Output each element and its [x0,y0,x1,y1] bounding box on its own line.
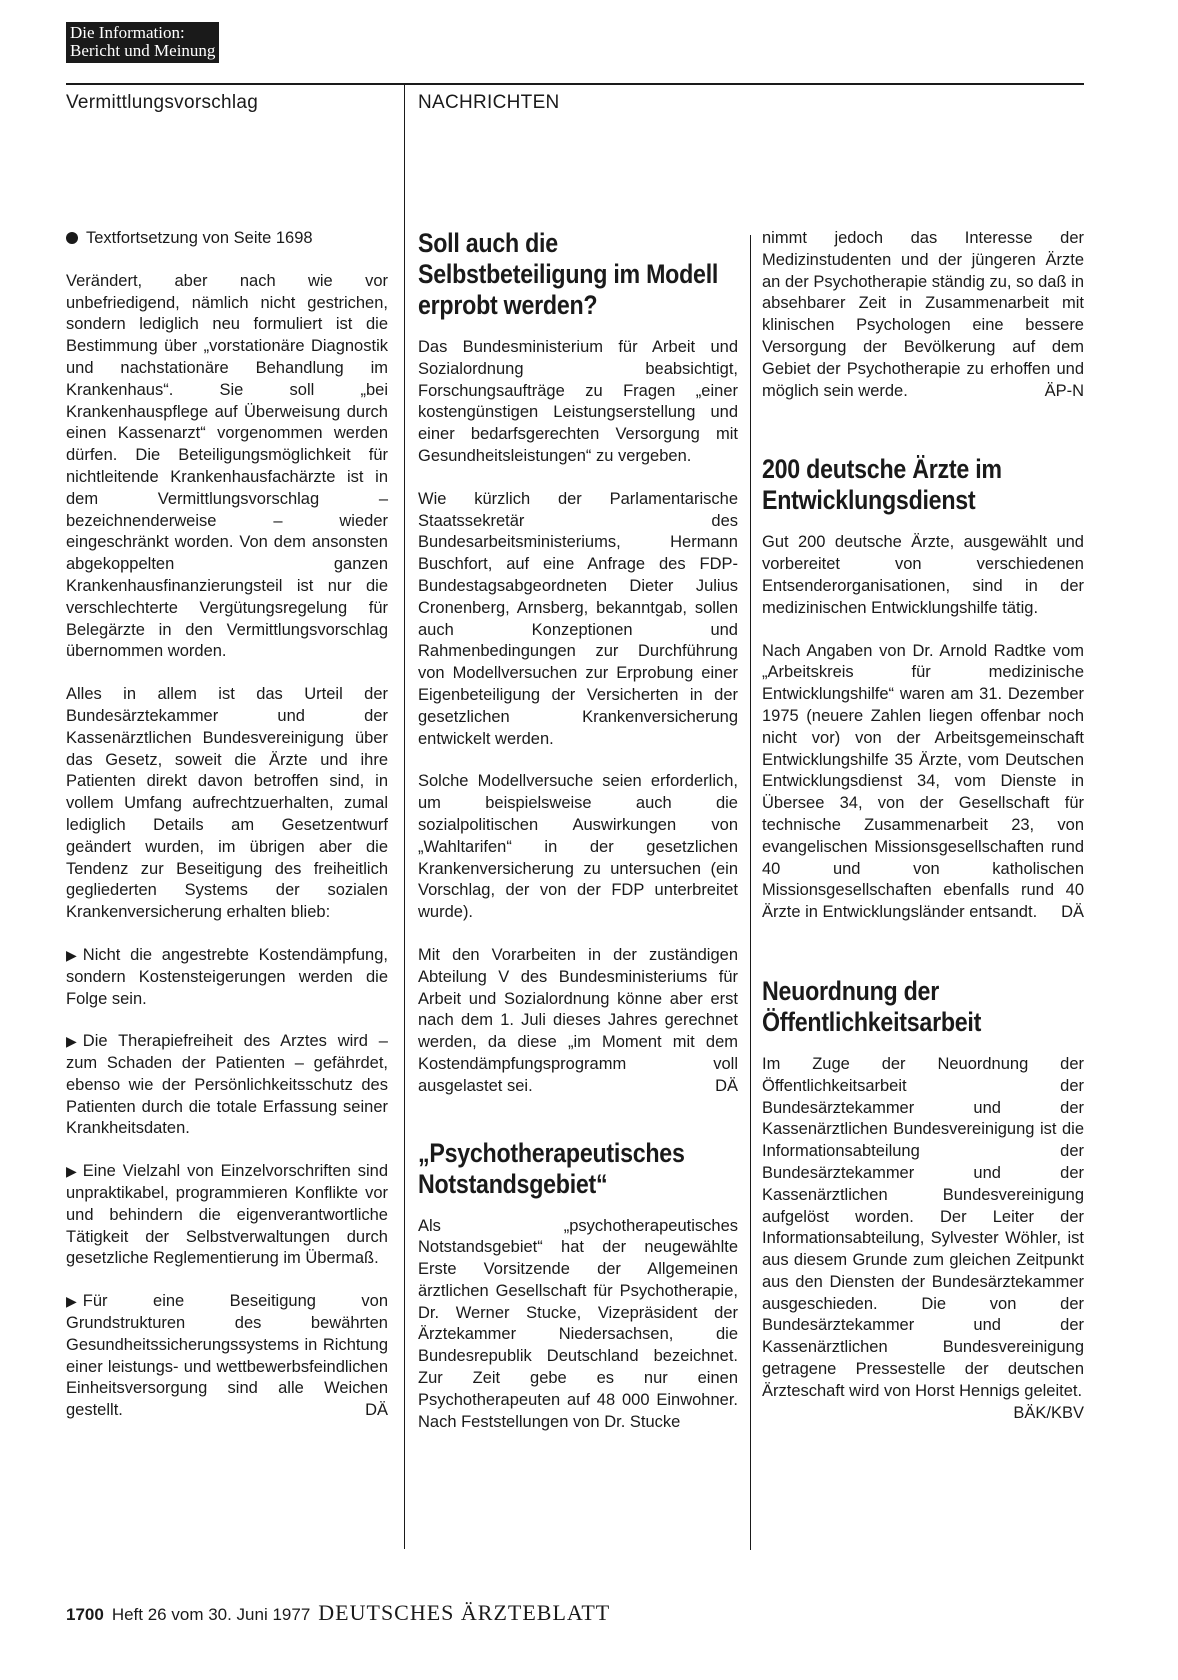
page-footer [66,1600,610,1626]
paragraph [762,641,1084,924]
paragraph: Alles in allem ist das Urteil der Bundesärztekammer und der Kassenärztlichen Bundesvereinigung über das Gesetz, soweit die Ärzte und ihre Patienten direkt davon betroffen sind, in vollem Umfang aufrechtzuerhalten, zumal lediglich Details am Gesetzentwurf geändert wurden, im übrigen aber die Tendenz zur Beseitigung des freiheitlich gegliederten Systems der sozialen Krankenversicherung erhalten blieb: [66,685,388,922]
bullet-text: Für eine Beseitigung von Grundstrukturen des bewährten Gesundheitssicherungssystems in Richtung einer leistungs- und wettbewerbsfeindlichen Einheitsversorgung sind alle Weichen gestellt. [66,1292,388,1420]
paragraph: Solche Modellversuche seien erforderlich, um beispielsweise auch die sozialpolitischen Auswirkungen von „Wahltarifen“ in der gesetzlichen Krankenversicherung zu untersuchen (ein Vorschlag, der von der FDP unterbreitet wurde). [418,772,738,922]
column-2 [418,228,738,1433]
paragraph: Gut 200 deutsche Ärzte, ausgewählt und vorbereitet von verschiedenen Entsenderorganisationen, sind in der medizinischen Entwicklungshilfe tätig. [762,533,1084,617]
author-signature: BÄK/KBV [1013,1403,1084,1422]
issue-info: Heft 26 vom 30. Juni 1977 [111,1605,311,1624]
bullet-text: Nicht die angestrebte Kostendämpfung, sondern Kostensteigerungen werden die Folge sein. [66,945,388,1008]
column-divider-1 [404,84,405,1549]
section-kicker-right: NACHRICHTEN [418,92,560,113]
paragraph: Verändert, aber nach wie vor unbefriedigend, nämlich nicht gestrichen, sondern lediglich neu formuliert ist die Bestimmung über „vorstationäre Diagnostik und nachstationäre Behandlung im Krankenhaus“. Sie soll „bei Krankenhauspflege auf Überweisung durch einen Kassenarzt“ vorgenommen werden dürfen. Die Beteiligungsmöglichkeit für nichtleitende Krankenhausfachärzte ist in dem Vermittlungsvorschlag – bezeichnenderweise – wieder eingeschränkt worden. Von dem ansonsten abgekoppelten ganzen Krankenhausfinanzierungsteil ist nur die verschlechterte Vergütungsregelung für Belegärzte in den Vermittlungsvorschlag übernommen worden. [66,271,388,661]
bullet-text: Eine Vielzahl von Einzelvorschriften sind unpraktikabel, programmieren Konflikte vor und behindern die eigenverantwortliche Tätigkeit der Selbstverwaltungen durch gesetzliche Reglementierung im Übermaß. [66,1162,388,1268]
author-signature: DÄ [1061,903,1084,922]
author-signature: DÄ [365,1401,388,1420]
continuation-note [66,228,388,250]
bullet-point [66,1031,388,1140]
paragraph-text: Nach Angaben von Dr. Arnold Radtke vom „Arbeitskreis für medizinische Entwicklungshilfe“ waren am 31. Dezember 1975 (neuere Zahlen liegen offenbar noch nicht vor) von der Arbeitsgemeinschaft Entwicklungshilfe 35 Ärzte, vom Deutschen Entwicklungsdienst 34, vom Dienste in Übersee 34, von der Gesellschaft für technische Zusammenarbeit 23, von evangelischen Missionsgesellschaften rund 40 und von katholischen Missionsgesellschaften ebenfalls rund 40 Ärzte in Entwicklungsländer entsandt. [762,641,1084,922]
paragraph [418,945,738,1098]
paragraph [762,228,1084,402]
article-headline: 200 deutsche Ärzte im Entwicklungsdienst [762,454,1002,516]
author-signature: ÄP-N [1044,381,1084,400]
section-kicker-left: Vermittlungsvorschlag [66,92,259,113]
page-number: 1700 [66,1605,104,1624]
article-headline: Soll auch die Selbstbeteiligung im Modell erprobt werden? [418,228,719,320]
paragraph-text: nimmt jedoch das Interesse der Medizinstudenten und der jüngeren Ärzte an der Psychotherapie ständig zu, so daß in absehbarer Zeit in Zusammenarbeit mit klinischen Psychologen eine bessere Versorgung der Bevölkerung auf dem Gebiet der Psychotherapie zu erhoffen und möglich sein werde. [762,229,1084,400]
bullet-point [66,945,388,1010]
article-headline: Neuordnung der Öffentlichkeitsarbeit [762,975,982,1037]
paragraph-text: Im Zuge der Neuordnung der Öffentlichkeitsarbeit der Bundesärztekammer und der Kassenärztlichen Bundesvereinigung ist die Informationsabteilung der Bundesärztekammer und der Kassenärztlichen Bundesvereinigung aufgelöst worden. Der Leiter der Informationsabteilung, Sylvester Wöhler, ist aus diesem Grunde zum gleichen Zeitpunkt aus den Diensten der Bundesärztekammer ausgeschieden. Die von der Bundesärztekammer und der Kassenärztlichen Bundesvereinigung getragene Pressestelle der deutschen Ärzteschaft wird von Horst Hennigs geleitet. [762,1054,1084,1400]
bullet-point [66,1161,388,1270]
bullet-text: Die Therapiefreiheit des Arztes wird – zum Schaden der Patienten – gefährdet, ebenso wie der Persönlichkeitsschutz des Patienten durch die totale Erfassung seiner Krankheitsdaten. [66,1032,388,1138]
author-signature: DÄ [715,1076,738,1095]
masthead [66,22,219,63]
column-3 [762,228,1084,1424]
triangle-bullet-icon: ▶ [66,1293,77,1310]
triangle-bullet-icon: ▶ [66,1163,77,1180]
masthead-line-1: Die Information: [70,23,185,42]
article-headline: „Psychotherapeutisches Notstandsgebiet“ [418,1137,685,1199]
paragraph: Das Bundesministerium für Arbeit und Sozialordnung beabsichtigt, Forschungsaufträge zu Fragen „einer kostengünstigen Leistungserstellung und einer bedarfsgerechten Versorgung mit Gesundheitsleistungen“ zu vergeben. [418,338,738,465]
continuation-text: Textfortsetzung von Seite 1698 [86,229,313,247]
paragraph: Als „psychotherapeutisches Notstandsgebiet“ hat der neugewählte Erste Vorsitzende der Allgemeinen ärztlichen Gesellschaft für Psychotherapie, Dr. Werner Stucke, Vizepräsident der Ärztekammer Niedersachsen, die Bundesrepublik Deutschland bezeichnet. Zur Zeit gebe es nur einen Psychotherapeuten auf 48 000 Einwohner. Nach Feststellungen von Dr. Stucke [418,1216,738,1431]
bullet-point [66,1291,388,1422]
triangle-bullet-icon: ▶ [66,1033,77,1050]
journal-name: DEUTSCHES ÄRZTEBLATT [318,1600,611,1625]
triangle-bullet-icon: ▶ [66,946,77,963]
masthead-line-2: Bericht und Meinung [70,41,216,60]
paragraph: Wie kürzlich der Parlamentarische Staatssekretär des Bundesarbeitsministeriums, Hermann Buschfort, auf eine Anfrage des FDP-Bundestagsabgeordneten Dieter Julius Cronenberg, Arnsberg, bekanntgab, sollen auch Konzeptionen und Rahmenbedingungen zur Durchführung von Modellversuchen zur Erprobung einer Eigenbeteiligung der Versicherten in der gesetzlichen Krankenversicherung entwickelt werden. [418,489,738,748]
column-1 [66,228,388,1422]
paragraph-text: Mit den Vorarbeiten in der zuständigen Abteilung V des Bundesministeriums für Arbeit und Sozialordnung könne aber erst nach dem 1. Juli dieses Jahres gerechnet werden, da diese „im Moment mit dem Kostendämpfungsprogramm voll ausgelastet sei. [418,945,738,1095]
column-divider-2 [750,235,751,1550]
paragraph [762,1054,1084,1422]
top-rule [66,83,1084,85]
bullet-dot-icon [66,232,78,244]
